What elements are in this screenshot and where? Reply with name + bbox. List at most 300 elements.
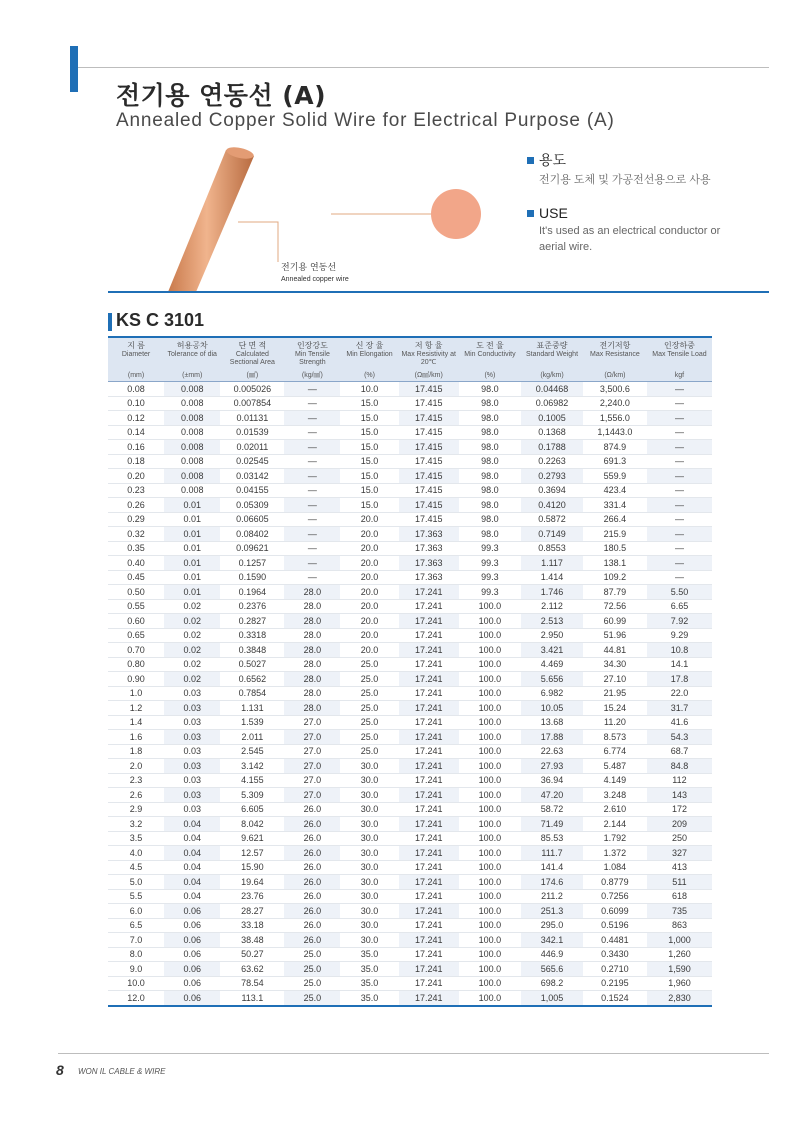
table-cell: 2.545: [220, 744, 284, 759]
table-cell: 17.415: [399, 512, 459, 527]
table-cell: 0.4481: [583, 933, 647, 948]
table-cell: 565.6: [521, 962, 583, 977]
table-cell: 0.3318: [220, 628, 284, 643]
table-cell: 50.27: [220, 947, 284, 962]
table-cell: 0.02: [164, 628, 220, 643]
table-cell: 0.008: [164, 425, 220, 440]
table-cell: 0.04: [164, 860, 220, 875]
table-cell: 63.62: [220, 962, 284, 977]
table-cell: 1.117: [521, 556, 583, 571]
table-cell: 0.04: [164, 875, 220, 890]
table-cell: 12.0: [108, 991, 164, 1006]
table-cell: 30.0: [340, 773, 398, 788]
table-cell: 0.35: [108, 541, 164, 556]
table-row: [108, 817, 712, 832]
table-cell: 27.0: [284, 759, 340, 774]
col-header: 인장하중 Max Tensile Load: [647, 337, 712, 369]
spec-table-body: [108, 382, 712, 1006]
table-cell: 17.363: [399, 570, 459, 585]
table-cell: 0.26: [108, 498, 164, 513]
wire-label-en: Annealed copper wire: [281, 276, 349, 283]
table-cell: —: [647, 483, 712, 498]
table-cell: 19.64: [220, 875, 284, 890]
table-cell: 698.2: [521, 976, 583, 991]
table-cell: 0.08402: [220, 527, 284, 542]
table-cell: 1,005: [521, 991, 583, 1006]
table-cell: 98.0: [459, 498, 521, 513]
use-ko-text: 전기용 도체 및 가공전선용으로 사용: [539, 174, 711, 186]
table-cell: 15.0: [340, 469, 398, 484]
use-en-heading: USE: [527, 205, 742, 221]
table-cell: 0.2710: [583, 962, 647, 977]
table-cell: 100.0: [459, 933, 521, 948]
table-cell: 0.1964: [220, 585, 284, 600]
col-header: 표준중량 Standard Weight: [521, 337, 583, 369]
table-row: [108, 715, 712, 730]
table-cell: 99.3: [459, 556, 521, 571]
table-cell: 0.1368: [521, 425, 583, 440]
table-cell: 30.0: [340, 802, 398, 817]
table-cell: —: [284, 411, 340, 426]
table-row: [108, 396, 712, 411]
table-row: [108, 643, 712, 658]
table-cell: 1.539: [220, 715, 284, 730]
table-cell: 8.042: [220, 817, 284, 832]
table-cell: 35.0: [340, 947, 398, 962]
table-row: [108, 672, 712, 687]
table-cell: 100.0: [459, 817, 521, 832]
table-cell: 17.415: [399, 469, 459, 484]
table-cell: 25.0: [340, 686, 398, 701]
table-cell: 0.06: [164, 904, 220, 919]
table-cell: —: [647, 469, 712, 484]
col-header: 도 전 율 Min Conductivity: [459, 337, 521, 369]
table-cell: 5.487: [583, 759, 647, 774]
table-header-row: [108, 337, 712, 369]
unit-cell: (kg/㎟): [284, 369, 340, 382]
table-cell: 28.0: [284, 628, 340, 643]
table-cell: 0.02: [164, 599, 220, 614]
table-row: [108, 860, 712, 875]
table-cell: 60.99: [583, 614, 647, 629]
table-cell: 100.0: [459, 846, 521, 861]
table-cell: 15.24: [583, 701, 647, 716]
table-cell: 27.0: [284, 730, 340, 745]
table-cell: 1,1443.0: [583, 425, 647, 440]
table-cell: 51.96: [583, 628, 647, 643]
unit-cell: (Ω/km): [583, 369, 647, 382]
table-row: [108, 686, 712, 701]
table-cell: 0.3848: [220, 643, 284, 658]
table-cell: 618: [647, 889, 712, 904]
table-cell: 0.008: [164, 483, 220, 498]
table-cell: 26.0: [284, 904, 340, 919]
table-cell: 2.6: [108, 788, 164, 803]
table-cell: 26.0: [284, 933, 340, 948]
table-row: [108, 759, 712, 774]
table-cell: 4.5: [108, 860, 164, 875]
table-cell: 2.9: [108, 802, 164, 817]
table-cell: 0.01131: [220, 411, 284, 426]
table-cell: 58.72: [521, 802, 583, 817]
table-cell: 27.0: [284, 773, 340, 788]
table-row: [108, 512, 712, 527]
table-cell: 0.06: [164, 933, 220, 948]
table-cell: 17.415: [399, 498, 459, 513]
table-cell: 0.12: [108, 411, 164, 426]
table-cell: 28.0: [284, 585, 340, 600]
table-cell: —: [284, 425, 340, 440]
table-cell: 99.3: [459, 541, 521, 556]
table-cell: 0.06982: [521, 396, 583, 411]
table-cell: 0.008: [164, 454, 220, 469]
table-cell: 0.1257: [220, 556, 284, 571]
table-cell: 98.0: [459, 512, 521, 527]
table-cell: —: [647, 527, 712, 542]
table-cell: —: [647, 512, 712, 527]
table-cell: 15.0: [340, 411, 398, 426]
table-cell: 0.5027: [220, 657, 284, 672]
table-cell: 0.14: [108, 425, 164, 440]
table-cell: 17.241: [399, 976, 459, 991]
wire-label: [281, 263, 349, 285]
unit-cell: kgf: [647, 369, 712, 382]
table-cell: 17.241: [399, 686, 459, 701]
table-cell: 71.49: [521, 817, 583, 832]
table-cell: 180.5: [583, 541, 647, 556]
table-cell: 0.04: [164, 846, 220, 861]
table-row: [108, 976, 712, 991]
table-cell: 0.06: [164, 947, 220, 962]
table-cell: 0.16: [108, 440, 164, 455]
table-cell: 0.03: [164, 701, 220, 716]
table-cell: 0.3430: [583, 947, 647, 962]
table-cell: 15.0: [340, 454, 398, 469]
table-cell: 84.8: [647, 759, 712, 774]
table-cell: —: [284, 527, 340, 542]
col-header: 단 면 적 Calculated Sectional Area: [220, 337, 284, 369]
table-cell: 5.656: [521, 672, 583, 687]
table-cell: 9.621: [220, 831, 284, 846]
table-cell: 100.0: [459, 788, 521, 803]
table-cell: 17.241: [399, 817, 459, 832]
table-cell: 17.415: [399, 382, 459, 397]
table-row: [108, 918, 712, 933]
wire-label-ko: 전기용 연동선: [281, 263, 337, 273]
table-cell: 17.241: [399, 657, 459, 672]
table-cell: 17.241: [399, 701, 459, 716]
table-cell: 0.005026: [220, 382, 284, 397]
table-cell: 2.144: [583, 817, 647, 832]
page-number: 8: [56, 1062, 64, 1078]
table-cell: 25.0: [284, 991, 340, 1006]
table-cell: 1.746: [521, 585, 583, 600]
table-cell: —: [284, 556, 340, 571]
table-row: [108, 962, 712, 977]
table-cell: 9.29: [647, 628, 712, 643]
table-cell: 0.04: [164, 889, 220, 904]
table-cell: 98.0: [459, 483, 521, 498]
table-cell: 0.02: [164, 614, 220, 629]
table-cell: 100.0: [459, 599, 521, 614]
use-en-block: [527, 205, 742, 255]
table-cell: —: [284, 512, 340, 527]
table-cell: 327: [647, 846, 712, 861]
table-row: [108, 614, 712, 629]
table-cell: 0.01: [164, 541, 220, 556]
table-cell: 26.0: [284, 802, 340, 817]
table-cell: 30.0: [340, 889, 398, 904]
unit-cell: (%): [340, 369, 398, 382]
table-cell: 735: [647, 904, 712, 919]
table-row: [108, 730, 712, 745]
table-cell: 0.20: [108, 469, 164, 484]
leader-line-label: [238, 222, 278, 262]
table-cell: 15.0: [340, 483, 398, 498]
table-cell: 0.02: [164, 672, 220, 687]
table-cell: 6.5: [108, 918, 164, 933]
table-cell: 0.01: [164, 512, 220, 527]
table-cell: 0.008: [164, 469, 220, 484]
table-cell: 0.2195: [583, 976, 647, 991]
table-cell: 0.06605: [220, 512, 284, 527]
table-cell: 20.0: [340, 527, 398, 542]
table-cell: 100.0: [459, 976, 521, 991]
unit-cell: (Ω㎟/km): [399, 369, 459, 382]
table-cell: 0.06: [164, 962, 220, 977]
table-cell: 5.0: [108, 875, 164, 890]
table-cell: 874.9: [583, 440, 647, 455]
table-cell: 100.0: [459, 875, 521, 890]
table-cell: 34.30: [583, 657, 647, 672]
table-row: [108, 483, 712, 498]
table-cell: 0.2793: [521, 469, 583, 484]
table-cell: 0.32: [108, 527, 164, 542]
table-cell: 0.01: [164, 556, 220, 571]
table-cell: 10.0: [340, 382, 398, 397]
table-cell: 0.29: [108, 512, 164, 527]
table-cell: 691.3: [583, 454, 647, 469]
table-cell: 15.0: [340, 425, 398, 440]
table-cell: 4.0: [108, 846, 164, 861]
table-cell: —: [647, 454, 712, 469]
table-cell: 98.0: [459, 454, 521, 469]
use-ko-block: [527, 150, 737, 188]
table-cell: 17.241: [399, 831, 459, 846]
table-cell: 100.0: [459, 672, 521, 687]
table-cell: 87.79: [583, 585, 647, 600]
col-header: 지 름 Diameter: [108, 337, 164, 369]
table-cell: 1.4: [108, 715, 164, 730]
table-cell: 0.45: [108, 570, 164, 585]
table-cell: 28.0: [284, 614, 340, 629]
table-cell: —: [284, 541, 340, 556]
table-cell: 100.0: [459, 628, 521, 643]
table-cell: 0.65: [108, 628, 164, 643]
table-row: [108, 875, 712, 890]
table-cell: 0.02: [164, 643, 220, 658]
table-cell: 100.0: [459, 831, 521, 846]
table-cell: 85.53: [521, 831, 583, 846]
table-cell: 1,000: [647, 933, 712, 948]
table-cell: 1.8: [108, 744, 164, 759]
table-cell: 35.0: [340, 962, 398, 977]
table-cell: 100.0: [459, 802, 521, 817]
table-cell: 0.008: [164, 396, 220, 411]
table-cell: 1,590: [647, 962, 712, 977]
table-cell: 0.04: [164, 817, 220, 832]
table-row: [108, 947, 712, 962]
table-cell: 4.469: [521, 657, 583, 672]
table-cell: 100.0: [459, 715, 521, 730]
table-row: [108, 440, 712, 455]
table-cell: 2,830: [647, 991, 712, 1006]
table-cell: 20.0: [340, 512, 398, 527]
table-cell: 98.0: [459, 411, 521, 426]
table-row: [108, 933, 712, 948]
table-cell: 559.9: [583, 469, 647, 484]
table-cell: 27.10: [583, 672, 647, 687]
table-cell: 1,556.0: [583, 411, 647, 426]
table-cell: 6.65: [647, 599, 712, 614]
table-cell: 0.2376: [220, 599, 284, 614]
table-cell: 30.0: [340, 875, 398, 890]
table-cell: 100.0: [459, 889, 521, 904]
table-cell: 17.241: [399, 773, 459, 788]
table-cell: 26.0: [284, 831, 340, 846]
table-cell: 8.573: [583, 730, 647, 745]
table-cell: 22.0: [647, 686, 712, 701]
page-title-en: Annealed Copper Solid Wire for Electrical Purpose (A): [116, 110, 615, 131]
table-cell: 3.5: [108, 831, 164, 846]
table-cell: 12.57: [220, 846, 284, 861]
table-cell: 98.0: [459, 527, 521, 542]
table-cell: 8.0: [108, 947, 164, 962]
table-cell: 863: [647, 918, 712, 933]
table-row: [108, 701, 712, 716]
table-cell: 2.112: [521, 599, 583, 614]
table-cell: 27.0: [284, 715, 340, 730]
table-row: [108, 991, 712, 1006]
table-cell: 100.0: [459, 918, 521, 933]
table-cell: 0.18: [108, 454, 164, 469]
table-cell: 78.54: [220, 976, 284, 991]
table-cell: —: [284, 498, 340, 513]
table-cell: 0.1788: [521, 440, 583, 455]
table-cell: 0.06: [164, 991, 220, 1006]
table-cell: 0.2827: [220, 614, 284, 629]
table-cell: 100.0: [459, 744, 521, 759]
table-cell: 342.1: [521, 933, 583, 948]
table-cell: 41.6: [647, 715, 712, 730]
table-cell: —: [284, 382, 340, 397]
table-cell: 5.309: [220, 788, 284, 803]
table-cell: —: [647, 498, 712, 513]
table-cell: 5.5: [108, 889, 164, 904]
table-cell: 44.81: [583, 643, 647, 658]
table-cell: 0.1005: [521, 411, 583, 426]
table-cell: 0.01539: [220, 425, 284, 440]
page-title-ko: 전기용 연동선 (A): [116, 81, 327, 110]
table-cell: 25.0: [340, 657, 398, 672]
table-row: [108, 788, 712, 803]
unit-cell: (%): [459, 369, 521, 382]
table-cell: 17.415: [399, 483, 459, 498]
table-cell: 2.011: [220, 730, 284, 745]
table-cell: 30.0: [340, 759, 398, 774]
table-row: [108, 657, 712, 672]
table-cell: 28.0: [284, 657, 340, 672]
table-cell: 0.4120: [521, 498, 583, 513]
table-cell: 0.04468: [521, 382, 583, 397]
table-cell: 0.08: [108, 382, 164, 397]
table-cell: 14.1: [647, 657, 712, 672]
table-cell: 0.008: [164, 382, 220, 397]
table-cell: 2.950: [521, 628, 583, 643]
company-name: WON IL CABLE & WIRE: [78, 1067, 166, 1076]
section-rule: [108, 291, 769, 293]
table-cell: 209: [647, 817, 712, 832]
table-cell: 0.03: [164, 744, 220, 759]
table-cell: 1.0: [108, 686, 164, 701]
table-cell: 100.0: [459, 701, 521, 716]
table-cell: 2.513: [521, 614, 583, 629]
table-cell: 26.0: [284, 860, 340, 875]
table-cell: 109.2: [583, 570, 647, 585]
table-cell: 1.2: [108, 701, 164, 716]
table-cell: 0.03: [164, 759, 220, 774]
table-cell: 17.363: [399, 527, 459, 542]
table-cell: 0.40: [108, 556, 164, 571]
table-cell: 100.0: [459, 904, 521, 919]
table-cell: 211.2: [521, 889, 583, 904]
standard-title: KS C 3101: [116, 310, 205, 330]
table-cell: 17.241: [399, 875, 459, 890]
table-cell: 100.0: [459, 759, 521, 774]
table-cell: —: [647, 570, 712, 585]
table-cell: 2.610: [583, 802, 647, 817]
table-cell: 250: [647, 831, 712, 846]
table-cell: 35.0: [340, 976, 398, 991]
table-cell: 266.4: [583, 512, 647, 527]
table-row: [108, 831, 712, 846]
table-cell: 33.18: [220, 918, 284, 933]
table-cell: 15.0: [340, 498, 398, 513]
table-cell: 0.03: [164, 802, 220, 817]
table-cell: 0.04: [164, 831, 220, 846]
table-cell: 26.0: [284, 817, 340, 832]
table-cell: 0.50: [108, 585, 164, 600]
table-row: [108, 454, 712, 469]
table-cell: 31.7: [647, 701, 712, 716]
table-cell: —: [647, 396, 712, 411]
unit-cell: (mm): [108, 369, 164, 382]
table-cell: 100.0: [459, 643, 521, 658]
table-cell: 7.0: [108, 933, 164, 948]
table-cell: 17.241: [399, 788, 459, 803]
table-cell: 6.605: [220, 802, 284, 817]
table-cell: 0.8553: [521, 541, 583, 556]
table-cell: 511: [647, 875, 712, 890]
table-cell: 28.0: [284, 643, 340, 658]
table-cell: 0.03142: [220, 469, 284, 484]
table-cell: 68.7: [647, 744, 712, 759]
table-cell: 0.02: [164, 657, 220, 672]
table-cell: 17.88: [521, 730, 583, 745]
table-cell: 100.0: [459, 773, 521, 788]
table-cell: 0.02545: [220, 454, 284, 469]
table-cell: 172: [647, 802, 712, 817]
